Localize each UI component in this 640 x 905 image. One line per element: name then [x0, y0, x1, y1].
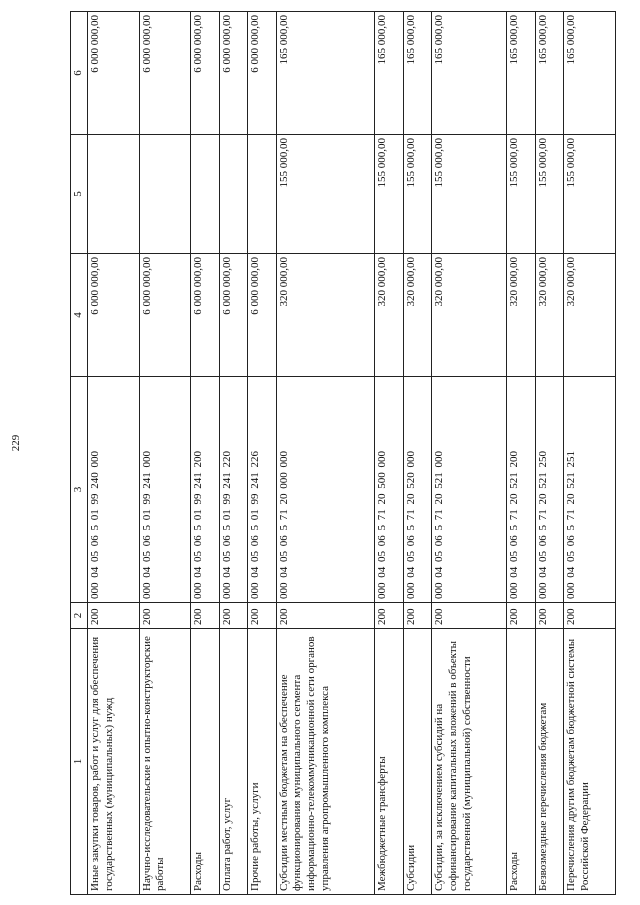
- row-name: Иные закупки товаров, работ и услуг для обеспечения государственных (муниципальных) нужд: [87, 629, 139, 895]
- header-cell-1: 1: [71, 629, 88, 895]
- page-number: 229: [10, 434, 22, 452]
- table-row: [403, 12, 431, 895]
- row-budget-code: 000 04 05 06 5 71 20 521 250: [535, 377, 563, 603]
- row-budget-code: 000 04 05 06 5 01 99 241 000: [139, 377, 191, 603]
- row-sum-6: 165 000,00: [403, 12, 431, 135]
- row-sum-6: 165 000,00: [535, 12, 563, 135]
- row-sum-6: 165 000,00: [564, 12, 616, 135]
- row-sum-6: 165 000,00: [276, 12, 375, 135]
- row-sum-total: 320 000,00: [276, 254, 375, 377]
- row-sum-total: 320 000,00: [535, 254, 563, 377]
- row-admin-code: 200: [191, 603, 219, 629]
- row-admin-code: 200: [507, 603, 535, 629]
- table-row: [276, 12, 375, 895]
- row-sum-6: 6 000 000,00: [248, 12, 276, 135]
- row-name: Субсидии местным бюджетам на обеспечение функционирования муниципального сегмента информационно-телекоммуникационной сети органов управления агропромышленного комплекса: [276, 629, 375, 895]
- table-row: [375, 12, 403, 895]
- row-sum-total: 320 000,00: [375, 254, 403, 377]
- row-sum-5: [87, 135, 139, 254]
- row-budget-code: 000 04 05 06 5 71 20 500 000: [375, 377, 403, 603]
- row-sum-total: 320 000,00: [507, 254, 535, 377]
- table-row: [87, 12, 139, 895]
- header-cell-5: 5: [71, 135, 88, 254]
- row-sum-6: 165 000,00: [432, 12, 507, 135]
- row-sum-total: 6 000 000,00: [191, 254, 219, 377]
- row-budget-code: 000 04 05 06 5 01 99 241 226: [248, 377, 276, 603]
- table-row: [248, 12, 276, 895]
- row-sum-6: 165 000,00: [507, 12, 535, 135]
- row-admin-code: 200: [403, 603, 431, 629]
- row-budget-code: 000 04 05 06 5 71 20 521 251: [564, 377, 616, 603]
- row-budget-code: 000 04 05 06 5 01 99 240 000: [87, 377, 139, 603]
- row-sum-5: [139, 135, 191, 254]
- row-sum-5: 155 000,00: [535, 135, 563, 254]
- table-row: [219, 12, 247, 895]
- row-name: Безвозмездные перечисления бюджетам: [535, 629, 563, 895]
- row-sum-5: 155 000,00: [564, 135, 616, 254]
- row-budget-code: 000 04 05 06 5 71 20 521 200: [507, 377, 535, 603]
- row-sum-5: [191, 135, 219, 254]
- header-cell-4: 4: [71, 254, 88, 377]
- row-sum-total: 320 000,00: [564, 254, 616, 377]
- table-row: [535, 12, 563, 895]
- row-sum-6: 6 000 000,00: [219, 12, 247, 135]
- table-row: [432, 12, 507, 895]
- row-name: Перечисления другим бюджетам бюджетной системы Российской Федерации: [564, 629, 616, 895]
- row-admin-code: 200: [87, 603, 139, 629]
- row-name: Оплата работ, услуг: [219, 629, 247, 895]
- row-budget-code: 000 04 05 06 5 01 99 241 200: [191, 377, 219, 603]
- row-sum-5: 155 000,00: [375, 135, 403, 254]
- row-sum-total: 320 000,00: [403, 254, 431, 377]
- row-sum-5: 155 000,00: [276, 135, 375, 254]
- row-admin-code: 200: [276, 603, 375, 629]
- row-budget-code: 000 04 05 06 5 71 20 000 000: [276, 377, 375, 603]
- table-row: [191, 12, 219, 895]
- table-row: [139, 12, 191, 895]
- row-name: Расходы: [191, 629, 219, 895]
- header-cell-2: 2: [71, 603, 88, 629]
- row-name: Расходы: [507, 629, 535, 895]
- row-sum-5: 155 000,00: [432, 135, 507, 254]
- row-name: Межбюджетные трансферты: [375, 629, 403, 895]
- table-row: [507, 12, 535, 895]
- row-sum-5: [248, 135, 276, 254]
- budget-table: [70, 11, 616, 895]
- row-sum-6: 6 000 000,00: [191, 12, 219, 135]
- row-name: Субсидии: [403, 629, 431, 895]
- row-sum-5: 155 000,00: [403, 135, 431, 254]
- row-budget-code: 000 04 05 06 5 01 99 241 220: [219, 377, 247, 603]
- row-sum-total: 6 000 000,00: [219, 254, 247, 377]
- row-sum-6: 165 000,00: [375, 12, 403, 135]
- row-sum-6: 6 000 000,00: [139, 12, 191, 135]
- row-sum-5: 155 000,00: [507, 135, 535, 254]
- header-cell-6: 6: [71, 12, 88, 135]
- row-sum-6: 6 000 000,00: [87, 12, 139, 135]
- row-name: Прочие работы, услуги: [248, 629, 276, 895]
- row-name: Субсидии, за исключением субсидий на софинансирование капитальных вложений в объекты государственной (муниципальной) собственности: [432, 629, 507, 895]
- row-name: Научно-исследовательские и опытно-конструкторские работы: [139, 629, 191, 895]
- row-sum-5: [219, 135, 247, 254]
- header-row: [71, 12, 88, 895]
- header-cell-3: 3: [71, 377, 88, 603]
- row-admin-code: 200: [139, 603, 191, 629]
- row-admin-code: 200: [248, 603, 276, 629]
- row-sum-total: 6 000 000,00: [248, 254, 276, 377]
- row-admin-code: 200: [432, 603, 507, 629]
- row-admin-code: 200: [375, 603, 403, 629]
- row-sum-total: 320 000,00: [432, 254, 507, 377]
- row-budget-code: 000 04 05 06 5 71 20 521 000: [432, 377, 507, 603]
- row-sum-total: 6 000 000,00: [87, 254, 139, 377]
- row-budget-code: 000 04 05 06 5 71 20 520 000: [403, 377, 431, 603]
- row-admin-code: 200: [564, 603, 616, 629]
- row-sum-total: 6 000 000,00: [139, 254, 191, 377]
- table-row: [564, 12, 616, 895]
- row-admin-code: 200: [219, 603, 247, 629]
- rotated-table-container: [70, 12, 616, 895]
- row-admin-code: 200: [535, 603, 563, 629]
